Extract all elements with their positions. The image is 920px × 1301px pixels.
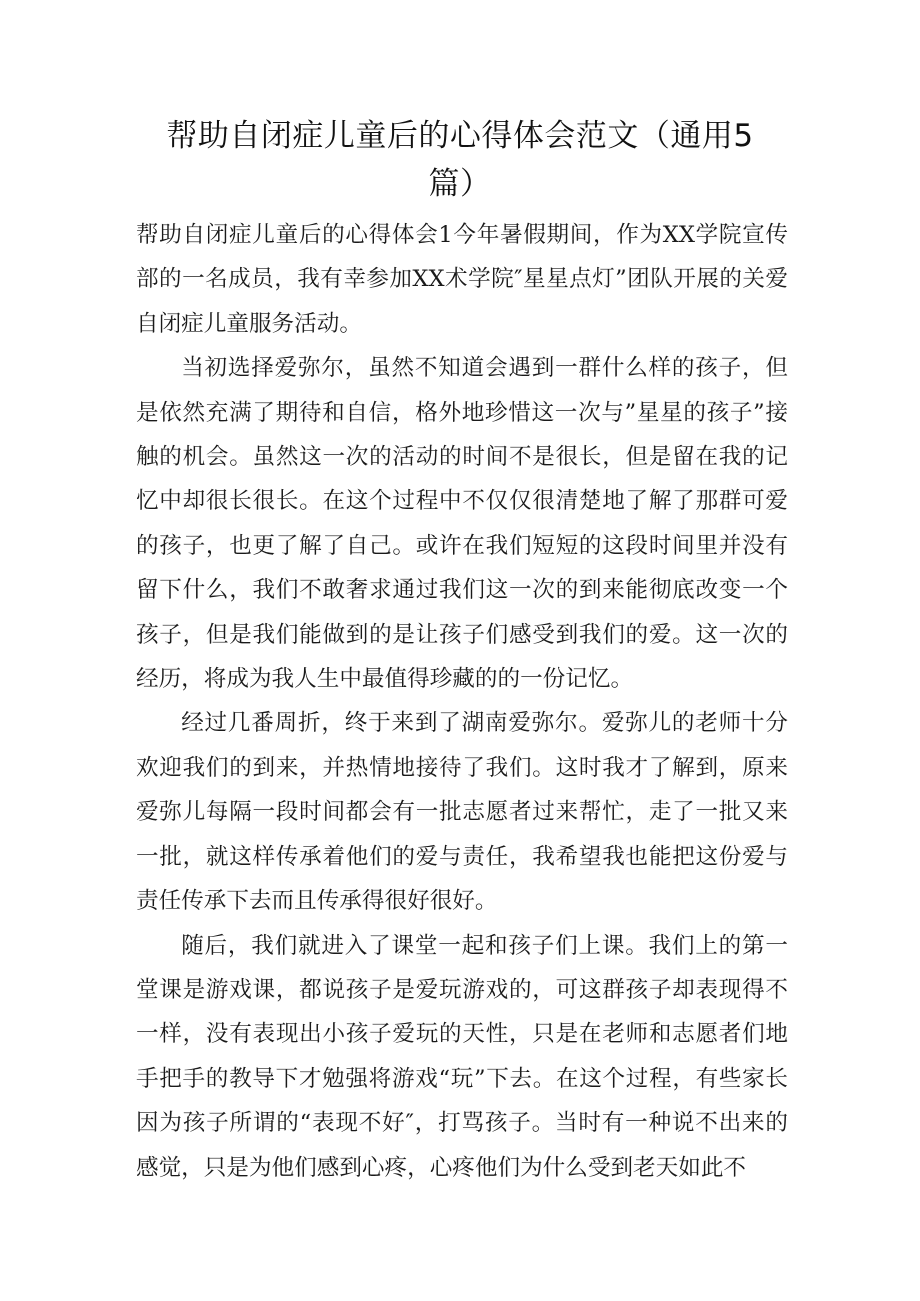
- paragraph-1: 帮助自闭症儿童后的心得体会1今年暑假期间，作为XX学院宣传部的一名成员，我有幸参加XX术学院″星星点灯”团队开展的关爱自闭症儿童服务活动。: [136, 222, 788, 337]
- paragraph-4: 随后，我们就进入了课堂一起和孩子们上课。我们上的第一堂课是游戏课，都说孩子是爱玩游戏的，可这群孩子却表现得不一样，没有表现出小孩子爱玩的天性，只是在老师和志愿者们地手把手的教导下才勉强将游戏“玩”下去。在这个过程，有些家长因为孩子所谓的“表现不好″，打骂孩子。当时有一种说不出来的感觉，只是为他们感到心疼，心疼他们为什么受到老天如此不: [136, 932, 788, 1181]
- document-body: [136, 213, 788, 1190]
- paragraph-2: 当初选择爱弥尔，虽然不知道会遇到一群什么样的孩子，但是依然充满了期待和自信，格外地珍惜这一次与”星星的孩子”接触的机会。虽然这一次的活动的时间不是很长，但是留在我的记忆中却很长很长。在这个过程中不仅仅很清楚地了解了那群可爱的孩子，也更了解了自己。或许在我们短短的这段时间里并没有留下什么，我们不敢奢求通过我们这一次的到来能彻底改变一个孩子，但是我们能做到的是让孩子们感受到我们的爱。这一次的经历，将成为我人生中最值得珍藏的的一份记忆。: [136, 355, 788, 693]
- paragraph-3: 经过几番周折，终于来到了湖南爱弥尔。爱弥儿的老师十分欢迎我们的到来，并热情地接待了我们。这时我才了解到，原来爱弥儿每隔一段时间都会有一批志愿者过来帮忙，走了一批又来一批，就这样传承着他们的爱与责任，我希望我也能把这份爱与责任传承下去而且传承得很好很好。: [136, 710, 788, 915]
- document-title: 帮助自闭症儿童后的心得体会范文（通用5篇）: [166, 118, 754, 202]
